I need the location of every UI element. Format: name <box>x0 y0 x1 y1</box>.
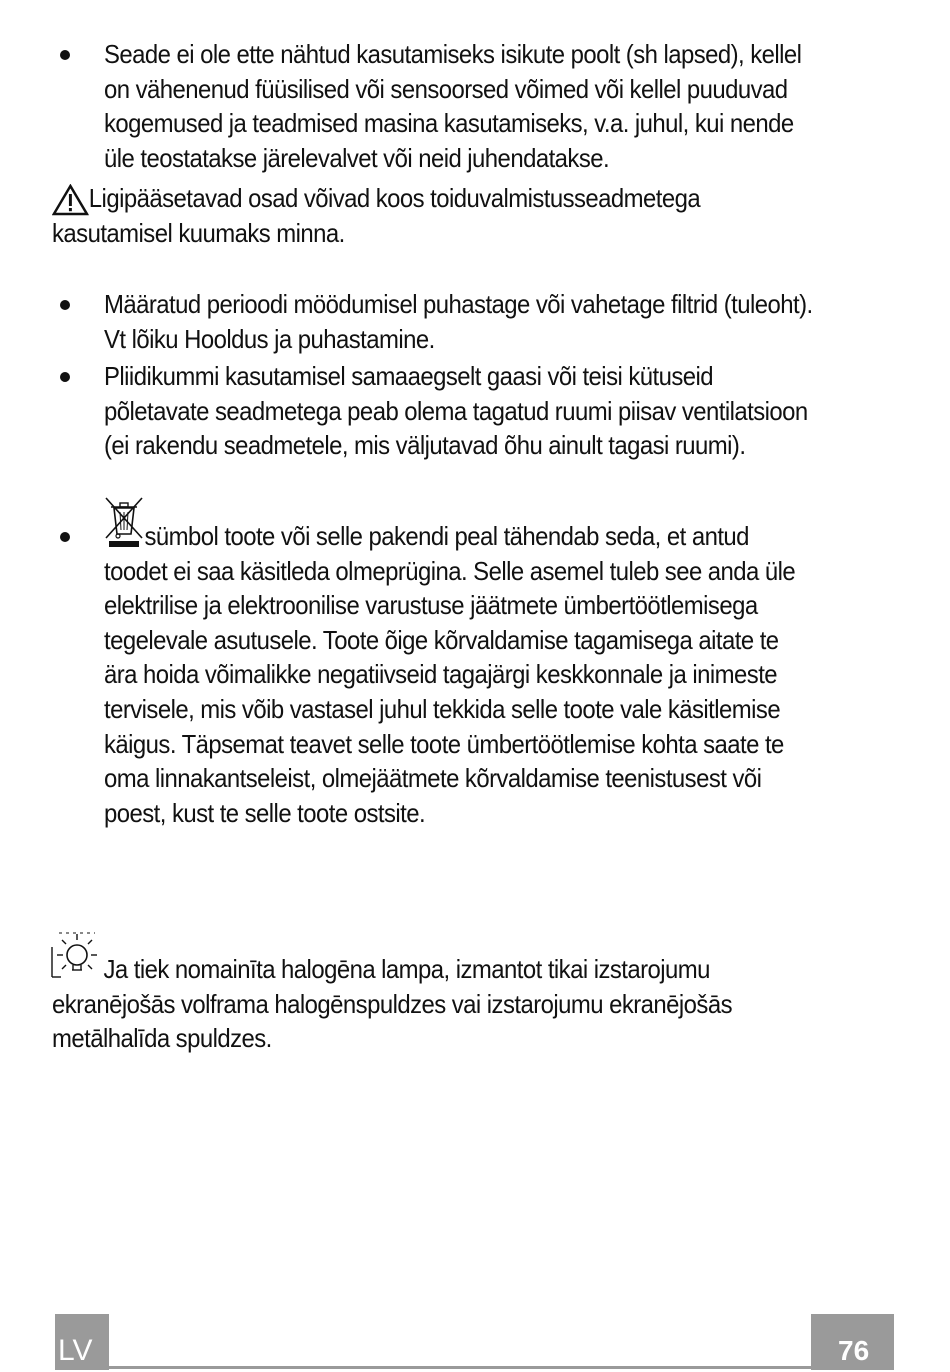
text-line: põletavate seadmetega peab olema tagatud ruumi piisav ventilatsioon <box>104 395 808 426</box>
list-item-text <box>104 287 895 356</box>
list-item-text <box>104 519 895 830</box>
text-line: Seade ei ole ette nähtud kasutamiseks isikute poolt (sh lapsed), kellel <box>104 39 802 69</box>
text-line: Määratud perioodi möödumisel puhastage või vahetage filtrid (tuleoht). <box>104 289 813 319</box>
language-tab <box>55 1314 109 1370</box>
text-line: Pliidikummi kasutamisel samaaegselt gaasi või teisi kütuseid <box>104 361 714 391</box>
text-line: ära hoida võimalikke negatiivseid tagajärgi keskkonnale ja inimeste <box>104 659 778 690</box>
text-line: (ei rakendu seadmetele, mis väljutavad õhu ainult tagasi ruumi). <box>104 430 746 461</box>
recycling-text: sümbol toote või selle pakendi peal tähendab seda, et antud <box>144 521 749 551</box>
bullet-dot <box>60 372 70 382</box>
bullet-dot <box>60 50 70 60</box>
text-line: Vt lõiku Hooldus ja puhastamine. <box>104 323 435 354</box>
text-line: tervisele, mis võib vastasel juhul tekkida selle toote vale käsitlemise <box>104 693 781 724</box>
text-line: elektrilise ja elektroonilise varustuse jäätmete ümbertöötlemisega <box>104 590 758 621</box>
warning-paragraph <box>52 181 880 250</box>
text-line: on vähenenud füüsilised või sensoorsed võimed või kellel puuduvad <box>104 73 788 104</box>
language-label: LV <box>58 1334 93 1367</box>
text-line: kasutamisel kuumaks minna. <box>52 217 345 248</box>
list-item-text <box>104 37 895 175</box>
text-line <box>104 519 895 554</box>
text-line <box>52 952 880 987</box>
warning-text: Ligipääsetavad osad võivad koos toiduvalmistusseadmetega <box>88 183 701 213</box>
text-line: poest, kust te selle toote ostsite. <box>104 797 426 828</box>
text-line: metālhalīda spuldzes. <box>52 1023 272 1054</box>
lamp-paragraph <box>52 952 880 1056</box>
text-line: käigus. Täpsemat teavet selle toote ümbertöötlemise kohta saate te <box>104 728 784 759</box>
bullet-dot <box>60 532 70 542</box>
warning-triangle-icon <box>52 184 89 216</box>
text-line: toodet ei saa käsitleda olmeprügina. Selle asemel tuleb see anda üle <box>104 555 796 586</box>
text-line: ekranējošās volframa halogēnspuldzes vai izstarojumu ekranējošās <box>52 988 732 1019</box>
text-line: kogemused ja teadmised masina kasutamiseks, v.a. juhul, kui nende <box>104 108 794 139</box>
text-line: tegelevale asutusele. Toote õige kõrvaldamise tagamisega aitate te <box>104 624 779 655</box>
text-line: oma linnakantseleist, olmejäätmete kõrvaldamise teenistusest või <box>104 763 762 794</box>
text-line <box>52 181 880 216</box>
lamp-text: Ja tiek nomainīta halogēna lampa, izmantot tikai izstarojumu <box>103 954 710 984</box>
page-number: 76 <box>838 1335 870 1366</box>
footer-rule <box>109 1366 811 1369</box>
page-number-tab <box>811 1314 894 1370</box>
text-line: üle teostatakse järelevalvet või neid juhendatakse. <box>104 142 610 173</box>
bullet-dot <box>60 300 70 310</box>
list-item-text <box>104 359 895 463</box>
